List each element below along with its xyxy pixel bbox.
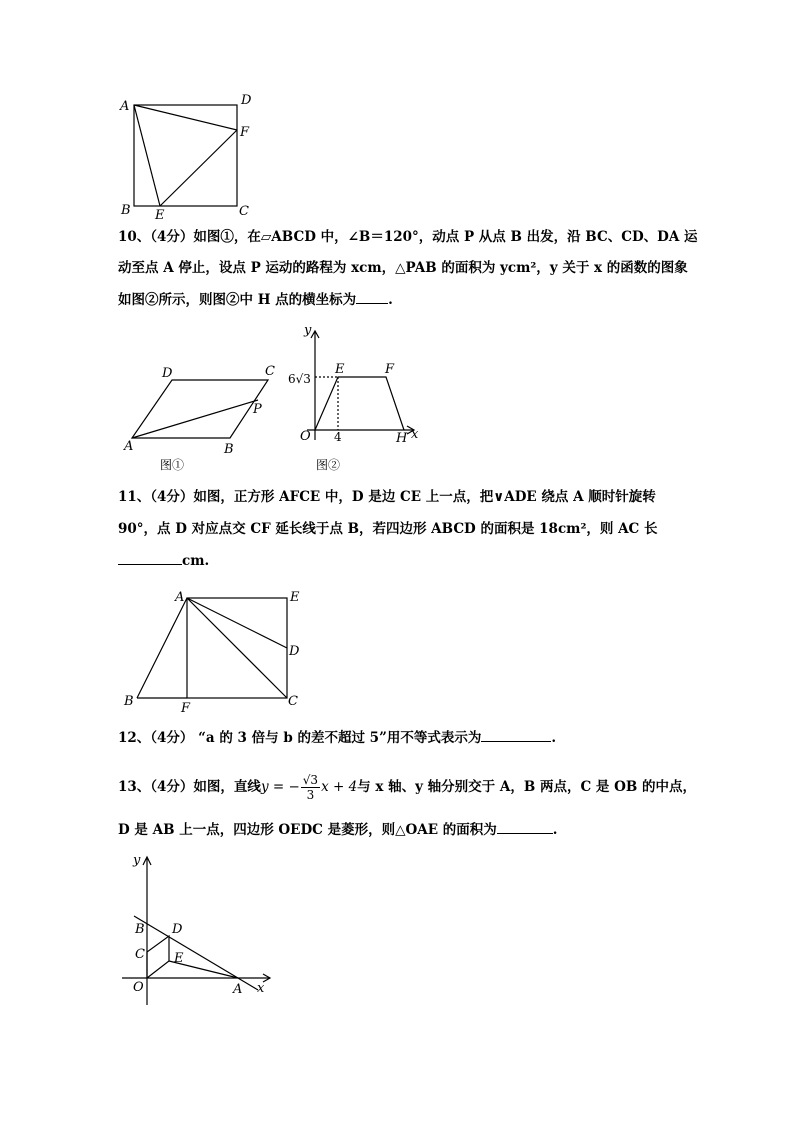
q12-line: [118, 729, 556, 747]
q11-line1: 11、（4分）如图，正方形 AFCE 中，D 是边 CE 上一点，把∨ADE 绕点 A 顺时针旋转: [118, 489, 656, 505]
label-b: B: [135, 922, 145, 937]
q13-line2: [118, 821, 557, 839]
q13-line1: [118, 772, 696, 802]
q10-line2: 动至点 A 停止，设点 P 运动的路程为 xcm，△PAB 的面积为 ycm²，y 关于 x 的函数的图象: [118, 260, 688, 276]
label-b: B: [121, 203, 131, 218]
label-x-value: 4: [334, 430, 342, 444]
label-a: A: [233, 982, 243, 997]
label-c: C: [288, 694, 298, 709]
q10-answer-blank[interactable]: [356, 303, 388, 304]
label-f: F: [181, 701, 191, 716]
q12-answer-blank[interactable]: [481, 741, 551, 742]
q12-text: 12、（4分） “a 的 3 倍与 b 的差不超过 5”用不等式表示为: [118, 730, 482, 746]
label-d: D: [289, 644, 300, 659]
label-d: D: [241, 93, 252, 108]
q13-suffix: 与 x 轴、y 轴分别交于 A，B 两点，C 是 OB 的中点，: [357, 779, 696, 795]
label-p: P: [253, 402, 262, 417]
q10-line3-text: 如图②所示，则图②中 H 点的横坐标为: [118, 292, 357, 308]
label-a: A: [175, 590, 185, 605]
q13-answer-blank[interactable]: [497, 833, 553, 834]
label-y-axis: y: [133, 853, 141, 868]
label-d: D: [172, 922, 183, 937]
label-f: F: [240, 125, 250, 140]
label-c: C: [135, 947, 145, 962]
label-y-axis: y: [304, 323, 312, 338]
figure-2-caption: 图②: [316, 458, 341, 472]
q13-fraction: [301, 773, 320, 802]
q13-fraction-numerator: √3: [302, 773, 319, 787]
q13-line2-text: D 是 AB 上一点，四边形 OEDC 是菱形，则△OAE 的面积为: [118, 822, 497, 838]
q10-line3: [118, 291, 393, 309]
label-d: D: [162, 366, 173, 381]
label-x-axis: x: [411, 427, 419, 442]
label-x-axis: x: [257, 981, 265, 996]
label-c: C: [265, 364, 275, 379]
label-b: B: [124, 694, 134, 709]
q12-end: .: [551, 730, 557, 746]
figure-1-caption: 图①: [160, 458, 185, 472]
q11-line2: 90°，点 D 对应点交 CF 延长线于点 B，若四边形 ABCD 的面积是 18cm²，则 AC 长: [118, 521, 658, 537]
label-e: E: [174, 951, 184, 966]
q13-line2-end: .: [552, 822, 558, 838]
q11-line3-end: cm.: [182, 553, 210, 569]
label-a: A: [124, 439, 134, 454]
q13-fraction-denominator: 3: [306, 788, 315, 802]
label-h: H: [396, 431, 408, 446]
label-o: O: [133, 980, 144, 995]
q13-prefix: 13、（4分）如图，直线: [118, 779, 261, 795]
label-y-value: 6√3: [288, 372, 311, 386]
q13-formula-lhs: y = −: [260, 779, 300, 795]
q13-formula-rhs: x + 4: [321, 779, 358, 795]
label-o: O: [300, 429, 311, 444]
q11-answer-blank[interactable]: [118, 564, 182, 565]
label-c: C: [239, 204, 249, 219]
q11-line3: [118, 552, 209, 570]
label-e: E: [290, 590, 300, 605]
label-a: A: [120, 99, 130, 114]
label-e: E: [155, 208, 165, 223]
label-b: B: [224, 442, 234, 457]
q10-line3-end: .: [388, 292, 393, 308]
q10-line1: 10、（4分）如图①，在▱ABCD 中，∠B＝120°，动点 P 从点 B 出发，沿 BC、CD、DA 运: [118, 229, 698, 245]
label-f: F: [385, 362, 395, 377]
label-e: E: [335, 362, 345, 377]
